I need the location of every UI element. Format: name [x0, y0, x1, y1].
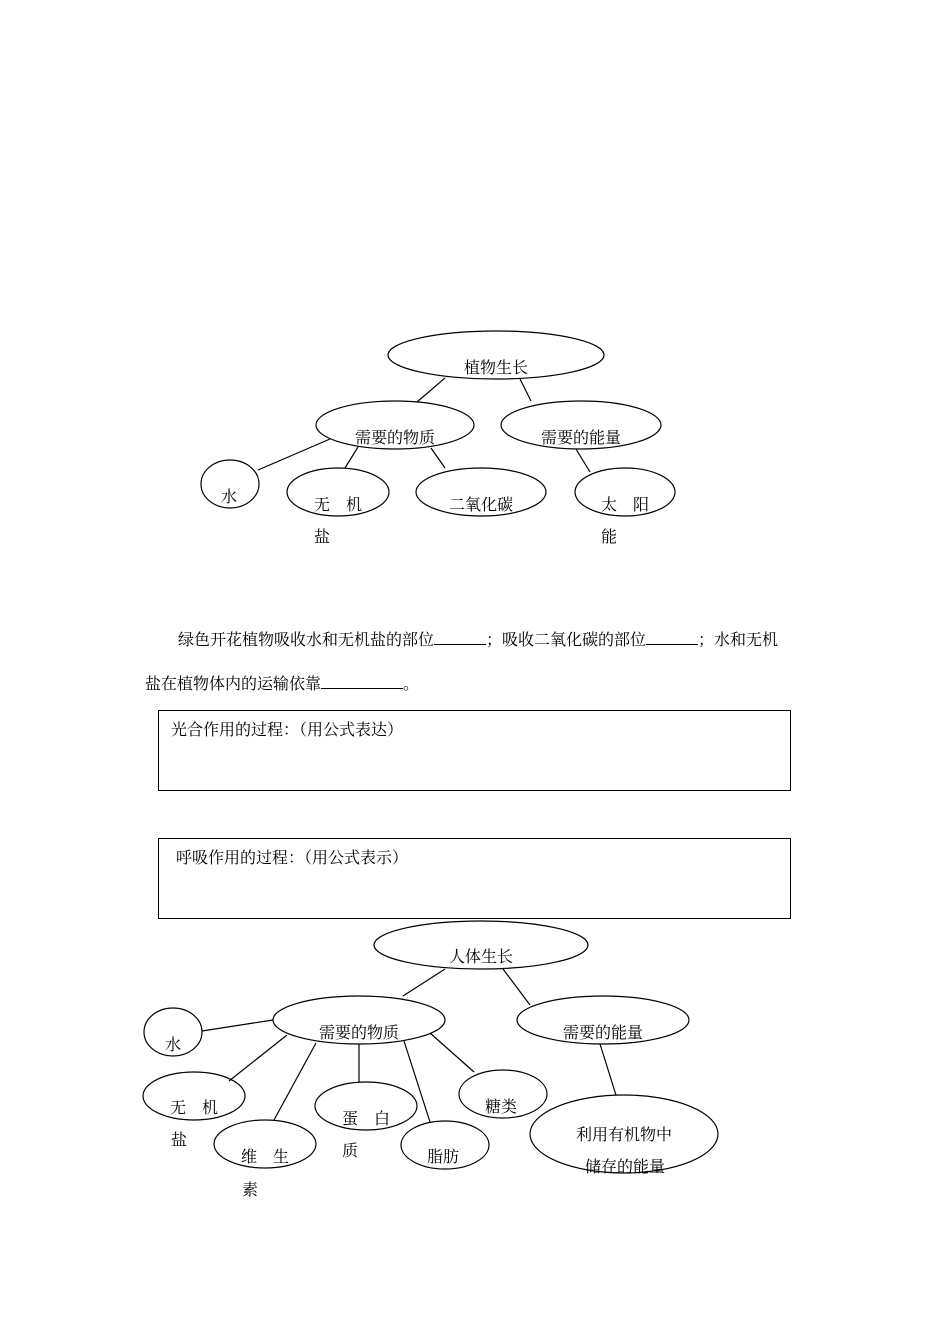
human-stored-energy-label-2: 储存的能量: [584, 1157, 666, 1176]
respiration-label: 呼吸作用的过程：（用公式表示）: [176, 848, 409, 867]
human-fat-label: 脂肪: [426, 1147, 460, 1166]
question-text-2: ；吸收二氧化碳的部位: [486, 630, 647, 649]
human-edge-matter-sugar: [430, 1033, 474, 1072]
human-protein-label-2: 质: [341, 1141, 359, 1160]
human-edge-matter-vitamin: [274, 1043, 316, 1120]
human-stored-energy-label-1: 利用有机物中: [575, 1125, 673, 1144]
plant-sun-label-1: 太 阳: [600, 495, 650, 514]
human-edge-energy-stored: [600, 1044, 616, 1095]
plant-co2-label: 二氧化碳: [448, 495, 514, 514]
human-edge-root-matter: [403, 969, 445, 996]
human-energy-label: 需要的能量: [562, 1023, 644, 1042]
human-edge-matter-salt: [229, 1035, 287, 1081]
human-sugar-label: 糖类: [484, 1097, 518, 1116]
human-vitamin-label-2: 素: [241, 1180, 259, 1199]
human-water-label: 水: [164, 1035, 182, 1054]
plant-matter-label: 需要的物质: [354, 428, 436, 447]
plant-water-label: 水: [220, 487, 238, 506]
human-matter-label: 需要的物质: [318, 1023, 400, 1042]
human-root-label: 人体生长: [448, 947, 514, 966]
plant-salt-label-2: 盐: [313, 527, 331, 546]
human-salt-label-1: 无 机: [169, 1098, 219, 1117]
plant-energy-label: 需要的能量: [540, 428, 622, 447]
human-edge-matter-water: [202, 1020, 273, 1031]
human-edge-root-energy: [503, 969, 530, 1005]
question-text-5: 。: [403, 674, 420, 693]
question-text-4: 盐在植物体内的运输依靠: [145, 674, 322, 693]
human-salt-label-2: 盐: [170, 1130, 188, 1149]
human-vitamin-label-1: 维 生: [240, 1147, 290, 1166]
plant-salt-label-1: 无 机: [313, 495, 363, 514]
plant-root-label: 植物生长: [463, 358, 529, 377]
question-text-3: ；水和无机: [698, 630, 779, 649]
question-text-1: 绿色开花植物吸收水和无机盐的部位: [178, 630, 435, 649]
plant-sun-label-2: 能: [600, 527, 618, 546]
human-protein-label-1: 蛋 白: [341, 1109, 391, 1128]
photosynthesis-label: 光合作用的过程：（用公式表达）: [171, 720, 404, 739]
